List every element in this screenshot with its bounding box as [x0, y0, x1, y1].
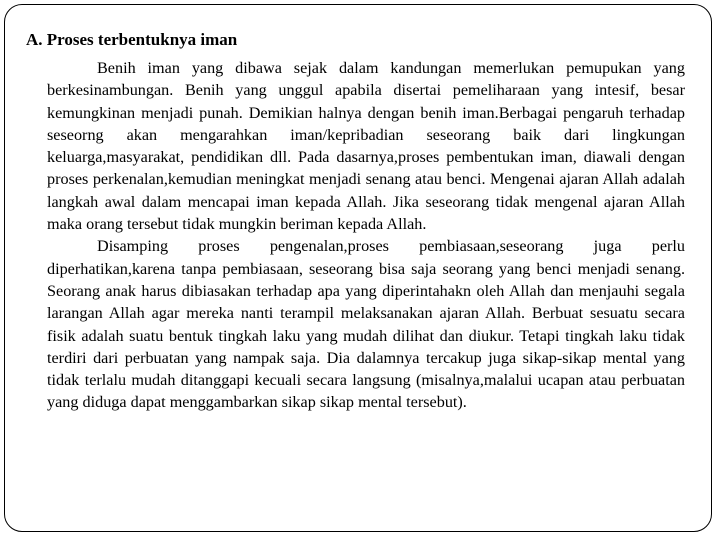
paragraph-1: Benih iman yang dibawa sejak dalam kandungan memerlukan pemupukan yang berkesinambungan. Benih yang unggul apabila disertai pemeliharaan yang intesif, besar kemungkinan menjadi punah. Demikian halnya dengan benih iman.Berbagai pengaruh terhadap seseorng akan mengarahkan iman/kepribadian seseorang baik dari lingkungan keluarga,masyarakat, pendidikan dll. Pada dasarnya,proses pembentukan iman, diawali dengan proses perkenalan,kemudian meningkat menjadi senang atau benci. Mengenai ajaran Allah adalah langkah awal dalam mencapai iman kepada Allah. Jika seseorang tidak mengenal ajaran Allah maka orang tersebut tidak mungkin beriman kepada Allah.: [47, 59, 685, 234]
body-text: [47, 57, 685, 414]
paragraph-2: Disamping proses pengenalan,proses pembiasaan,seseorang juga perlu diperhatikan,karena tanpa pembiasaan, seseorang bisa saja seorang yang benci menjadi senang. Seorang anak harus dibiasakan terhadap apa yang diperintahakn oleh Allah dan menjauhi segala larangan Allah agar mereka nanti terampil melaksanakan ajaran Allah. Berbuat sesuatu secara fisik adalah suatu bentuk tingkah laku yang mudah dilihat dan diukur. Tetapi tingkah laku tidak terdiri dari perbuatan yang nampak saja. Dia dalamnya tercakup juga sikap-sikap mental yang tidak terlalu mudah ditanggapi kecuali secara langsung (misalnya,malalui ucapan atau perbuatan yang diduga dapat menggambarkan sikap sikap mental tersebut).: [47, 237, 685, 412]
section-heading: A. Proses terbentuknya iman: [26, 30, 238, 49]
